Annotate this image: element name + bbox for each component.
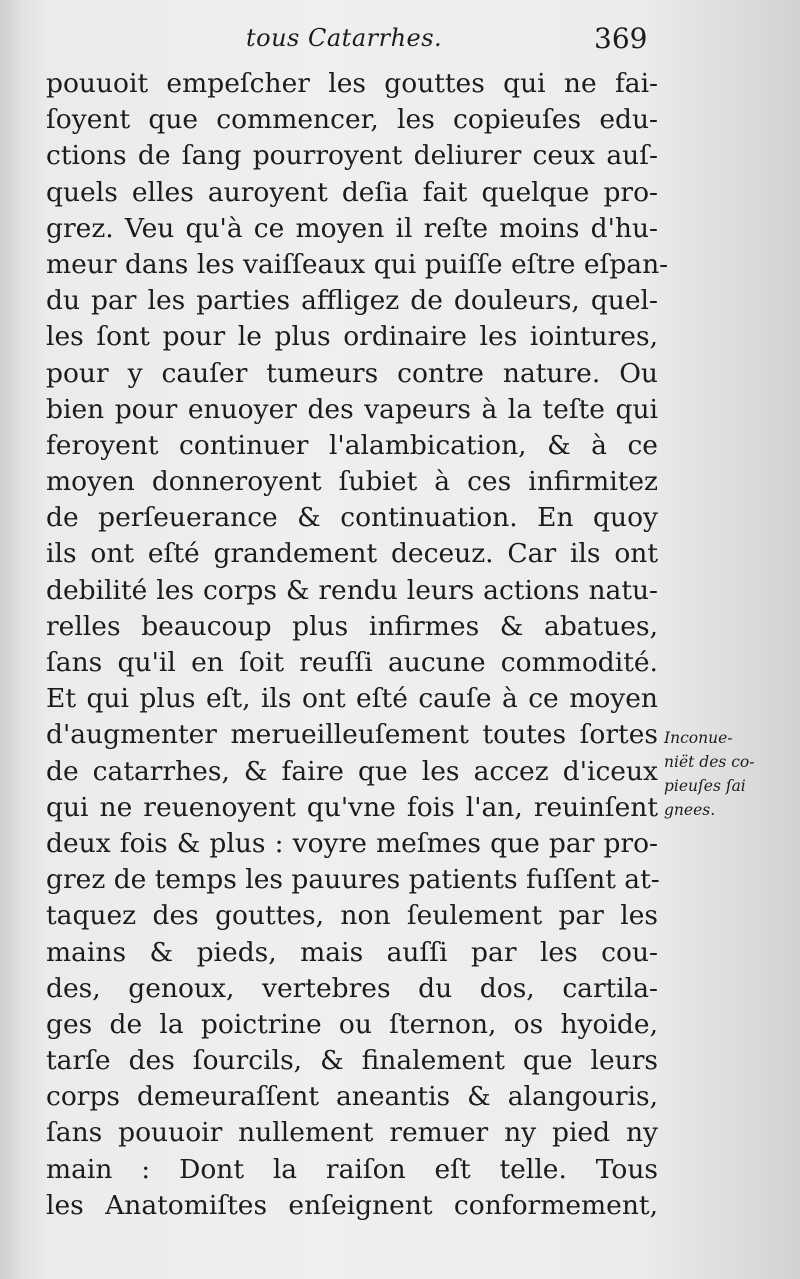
text-line: mains & pieds, mais auſſi par les cou-: [46, 936, 658, 968]
running-head-title: tous Catarrhes.: [246, 24, 443, 52]
text-line: de catarrhes, & faire que les accez d'iceux: [46, 755, 658, 787]
text-line: ſans pouuoir nullement remuer ny pied ny: [46, 1117, 658, 1149]
text-line: quels elles auroyent deſia fait quelque pro-: [46, 176, 658, 208]
text-line: debilité les corps & rendu leurs actions natu-: [46, 574, 658, 606]
page-gutter-shadow: [0, 0, 22, 1279]
text-line: bien pour enuoyer des vapeurs à la teſte qui: [46, 393, 658, 425]
text-line: qui ne reuenoyent qu'vne fois l'an, reuinſent: [46, 791, 658, 823]
text-line: ges de la poictrine ou ſternon, os hyoide,: [46, 1008, 658, 1040]
text-line: grez de temps les pauures patients fuſſent at-: [46, 864, 660, 896]
text-line: ils ont eſté grandement deceuz. Car ils ont: [46, 538, 658, 570]
text-line: moyen donneroyent ſubiet à ces infirmitez: [46, 466, 658, 498]
text-line: deux fois & plus : voyre meſmes que par pro-: [46, 827, 658, 859]
text-line: pouuoit empeſcher les gouttes qui ne fai-: [46, 68, 658, 99]
text-line: les Anatomiſtes enſeignent conformement,: [46, 1189, 658, 1221]
text-line: ctions de ſang pourroyent deliurer ceux auſ-: [46, 140, 658, 172]
running-head: [0, 18, 800, 62]
body-text: [46, 66, 669, 1224]
text-line: tarſe des ſourcils, & finalement que leurs: [46, 1045, 658, 1077]
text-line: ſans qu'il en ſoit reuſſi aucune commodité.: [46, 647, 658, 678]
margin-note-line: pieuſes ſai: [664, 777, 746, 795]
text-line: d'augmenter merueilleuſement toutes ſortes: [46, 719, 658, 751]
text-line: main : Dont la raiſon eſt telle. Tous: [46, 1153, 658, 1185]
text-line: les ſont pour le plus ordinaire les iointures,: [46, 321, 658, 353]
margin-note-line: gnees.: [664, 801, 716, 819]
text-line: de perſeuerance & continuation. En quoy: [46, 502, 658, 534]
page-number: 369: [594, 22, 648, 55]
text-line: taquez des gouttes, non ſeulement par les: [46, 900, 658, 932]
margin-note-line: niët des co-: [664, 753, 755, 771]
text-line: grez. Veu qu'à ce moyen il reſte moins d'hu-: [46, 212, 658, 244]
text-line: Et qui plus eſt, ils ont eſté cauſe à ce moyen: [46, 683, 658, 715]
text-line: ſoyent que commencer, les copieuſes edu-: [46, 104, 658, 136]
text-line: meur dans les vaiſſeaux qui puiſſe eſtre eſpan-: [46, 248, 669, 280]
margin-note-line: Inconue-: [664, 729, 733, 747]
text-line: feroyent continuer l'alambication, & à ce: [46, 429, 658, 461]
text-line: pour y cauſer tumeurs contre nature. Ou: [46, 357, 658, 389]
text-line: du par les parties affligez de douleurs, quel-: [46, 285, 658, 317]
text-line: des, genoux, vertebres du dos, cartila-: [46, 972, 658, 1004]
margin-note: [664, 726, 774, 822]
text-line: relles beaucoup plus infirmes & abatues,: [46, 610, 658, 642]
text-line: corps demeuraſſent aneantis & alangouris,: [46, 1081, 658, 1113]
